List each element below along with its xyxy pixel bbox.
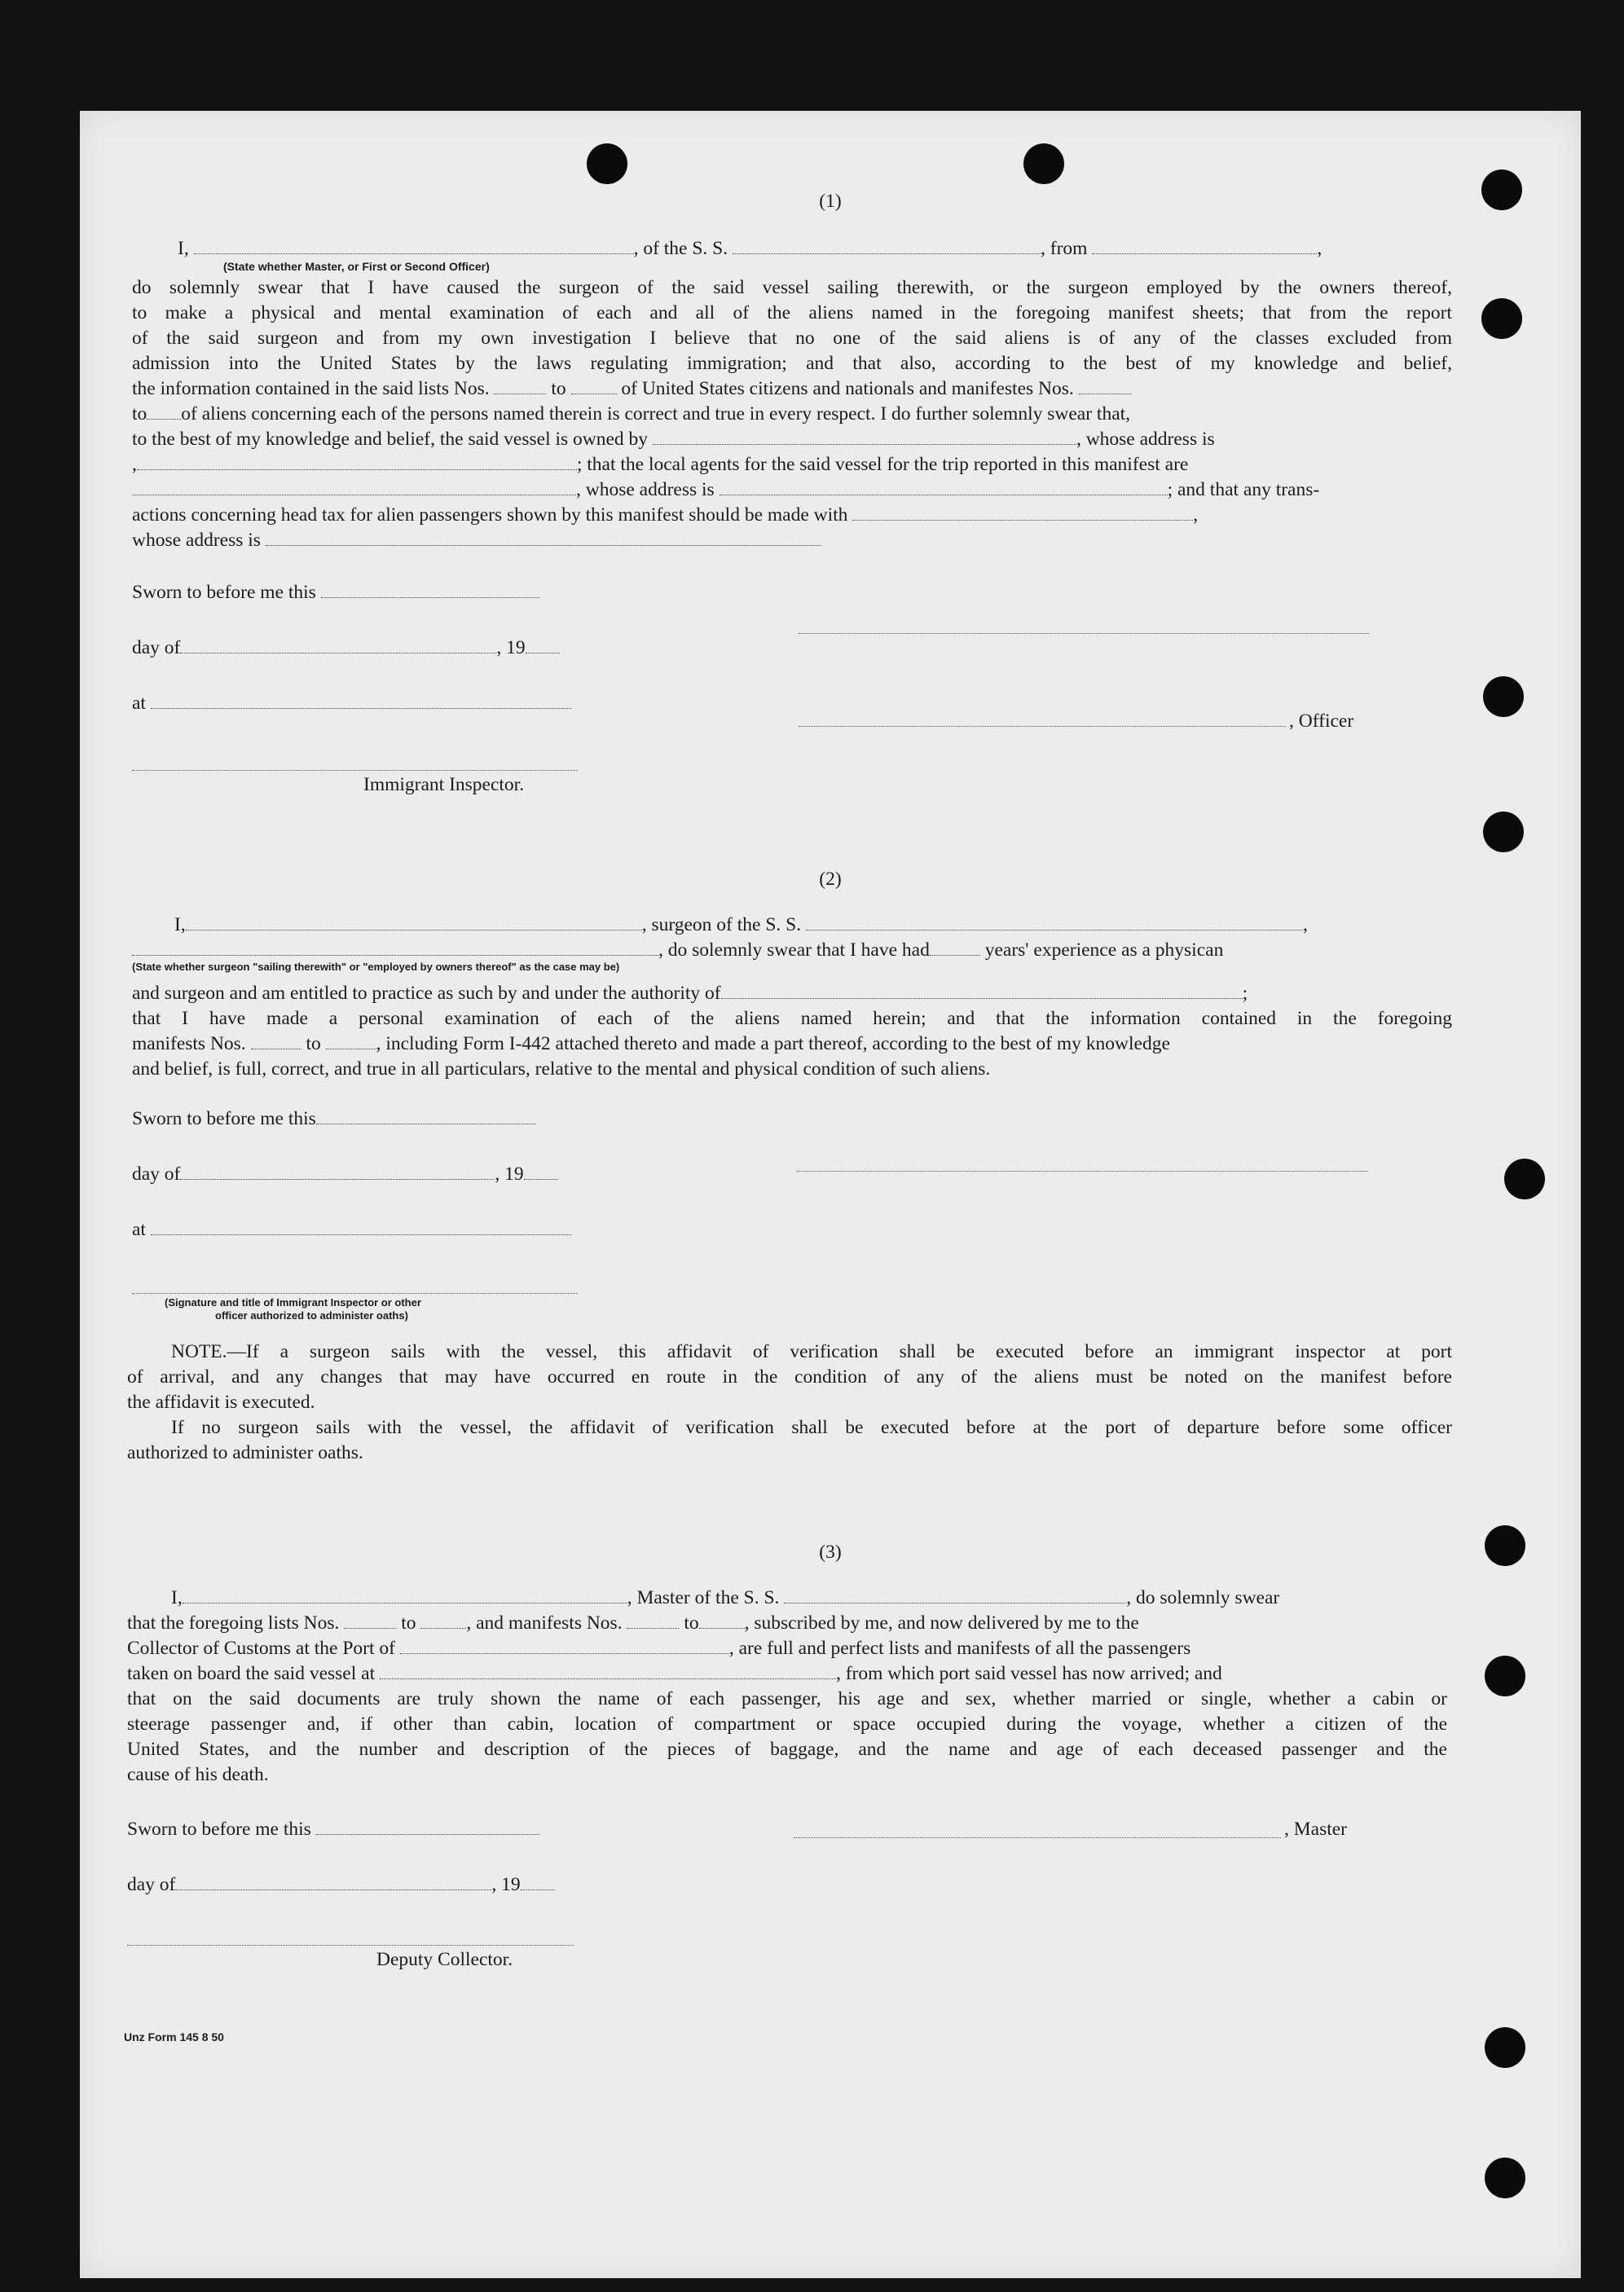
lists-label: the information contained in the said lists Nos. — [132, 378, 490, 399]
s3-line-1 — [171, 1586, 1279, 1611]
i-label-3: I, — [171, 1587, 183, 1608]
at-label: at — [132, 693, 146, 714]
manifest-to-field[interactable] — [326, 1034, 376, 1049]
month-field-2[interactable] — [180, 1164, 495, 1180]
head-tax-contact-field[interactable] — [852, 505, 1193, 521]
ship-label: , of the S. S. — [633, 238, 728, 259]
officer-name-line[interactable] — [799, 725, 1286, 727]
place-field-2[interactable] — [151, 1220, 571, 1235]
i-label-2: I, — [174, 914, 186, 935]
manifests-nos-label: manifests Nos. — [132, 1033, 246, 1054]
sworn-day-field-3[interactable] — [316, 1819, 539, 1835]
sworn-day-field-2[interactable] — [316, 1109, 536, 1124]
s1-line-6 — [132, 402, 1130, 427]
local-agents-label: ; that the local agents for the said vessel for the trip reported in this manifest are — [576, 454, 1189, 475]
officer-label: , Officer — [1289, 710, 1354, 732]
s2-line-1 — [174, 913, 1308, 938]
punch-hole-margin-4 — [1483, 812, 1524, 852]
s2-line-3 — [132, 981, 1248, 1006]
collector-port-label: Collector of Customs at the Port of — [127, 1638, 395, 1659]
surgeon-name-field[interactable] — [186, 915, 642, 930]
manifest-from-field[interactable] — [251, 1034, 301, 1049]
punch-hole-margin-3 — [1483, 676, 1524, 717]
deputy-collector-label: Deputy Collector. — [376, 1949, 513, 1970]
form-attached-text: , including Form I-442 attached thereto and made a part thereof, according to the best of my knowledge — [376, 1033, 1170, 1054]
ship-name-field[interactable] — [733, 239, 1041, 254]
form-number: Unz Form 145 8 50 — [124, 2030, 224, 2043]
manifests-from-field[interactable] — [627, 1613, 679, 1629]
owner-address-field[interactable] — [137, 455, 577, 470]
sworn-day-field[interactable] — [321, 583, 539, 598]
s1-line-5 — [132, 376, 1131, 402]
full-lists-text: , are full and perfect lists and manifests of all the passengers — [728, 1638, 1191, 1659]
to-label-5: to — [684, 1612, 699, 1634]
local-agents-field[interactable] — [132, 480, 576, 495]
and-manifests-label: , and manifests Nos. — [466, 1612, 623, 1634]
s1-line-3: of the said surgeon and from my own investigation I believe that no one of the said aliens is of any of the classes excluded from — [132, 328, 1452, 349]
to-label-4: to — [401, 1612, 416, 1634]
s3-line-6: steerage passenger and, if other than cabin, location of compartment or space occupied during the voyage, whether a citizen of the — [127, 1714, 1447, 1735]
authority-field[interactable] — [721, 983, 1243, 999]
master-name-field[interactable] — [183, 1588, 627, 1604]
s3-line-5: that on the said documents are truly shown the name of each passenger, his age and sex, whether married or single, whether a cabin or — [127, 1688, 1447, 1709]
line-end-comma: , — [1317, 238, 1323, 259]
at-label-2: at — [132, 1219, 146, 1240]
s3-line-8: cause of his death. — [127, 1764, 269, 1785]
agents-address-field[interactable] — [720, 480, 1168, 495]
s1-sworn — [132, 580, 539, 605]
sworn-label-3: Sworn to before me this — [127, 1819, 311, 1840]
year-field-2[interactable] — [524, 1164, 558, 1180]
sig-caption-2: officer authorized to administer oaths) — [215, 1309, 408, 1322]
note-line-5: authorized to administer oaths. — [127, 1442, 363, 1463]
surgeon-signature-line[interactable] — [797, 1170, 1367, 1172]
officer-name-field[interactable] — [194, 239, 634, 254]
year-label: , 19 — [496, 637, 526, 658]
s1-at — [132, 691, 571, 716]
s2-dayof — [132, 1162, 558, 1187]
to-label-2: to — [132, 403, 147, 425]
alien-manifest-to-field[interactable] — [147, 404, 181, 420]
departure-port-field[interactable] — [1092, 239, 1317, 254]
s3-line-7: United States, and the number and description of the pieces of baggage, and the name and age of each deceased passenger and the — [127, 1739, 1447, 1760]
s1-line-8 — [132, 452, 1188, 477]
dayof-label-2: day of — [132, 1164, 181, 1185]
year-label-3: , 19 — [491, 1874, 521, 1895]
officer-rank-hint: (State whether Master, or First or Second Officer) — [223, 260, 490, 273]
s2-line-5 — [132, 1032, 1170, 1057]
foregoing-lists-label: that the foregoing lists Nos. — [127, 1612, 340, 1634]
comma: , — [132, 454, 137, 475]
solemnly-swear-label: , do solemnly swear — [1126, 1587, 1280, 1608]
sworn-label: Sworn to before me this — [132, 582, 316, 603]
contact-address-label: whose address is — [132, 530, 261, 551]
from-label: , from — [1041, 238, 1088, 259]
manifests-label: of United States citizens and nationals and manifestes Nos. — [621, 378, 1074, 399]
s3-dayof — [127, 1872, 555, 1898]
i-label: I, — [178, 238, 189, 259]
month-field-3[interactable] — [175, 1875, 491, 1890]
owner-address-label: , whose address is — [1076, 429, 1215, 450]
punch-hole-top-right — [1023, 143, 1064, 184]
to-label: to — [551, 378, 566, 399]
punch-hole-margin-7 — [1485, 1656, 1525, 1696]
section-3-heading: (3) — [819, 1542, 842, 1563]
alien-manifest-from-field[interactable] — [1079, 379, 1131, 394]
s1-line-9 — [132, 477, 1319, 503]
s3-sworn — [127, 1817, 539, 1842]
surgeon-status-hint: (State whether surgeon "sailing therewith" or "employed by owners thereof" as the case may be) — [132, 961, 620, 973]
dayof-label-3: day of — [127, 1874, 176, 1895]
oath-officer-signature-line[interactable] — [132, 1292, 577, 1294]
agents-address-label: , whose address is — [576, 479, 715, 500]
contact-address-field[interactable] — [266, 530, 821, 546]
punch-hole-margin-9 — [1485, 2158, 1525, 2198]
citizen-list-from-field[interactable] — [494, 379, 546, 394]
subscribed-text: , subscribed by me, and now delivered by me to the — [744, 1612, 1139, 1634]
owned-by-label: to the best of my knowledge and belief, the said vessel is owned by — [132, 429, 649, 450]
owner-name-field[interactable] — [653, 429, 1076, 445]
s3-line-3 — [127, 1636, 1190, 1661]
semicolon: ; — [1242, 983, 1248, 1004]
note-line-2: of arrival, and any changes that may have occurred en route in the condition of any of the aliens must be noted on the manifest before — [127, 1366, 1452, 1388]
s1-line-7 — [132, 427, 1215, 452]
s1-line-1: do solemnly swear that I have caused the surgeon of the said vessel sailing therewith, or the surgeon employed by the owners thereof, — [132, 277, 1452, 298]
place-field[interactable] — [151, 693, 571, 709]
month-field[interactable] — [180, 638, 496, 653]
inspector-signature-line[interactable] — [132, 769, 577, 771]
section-1-heading: (1) — [819, 191, 842, 212]
s3-line-4 — [127, 1661, 1222, 1687]
immigrant-inspector-label: Immigrant Inspector. — [363, 774, 525, 795]
note-line-4: If no surgeon sails with the vessel, the affidavit of verification shall be executed before at the port of departure before some officer — [171, 1417, 1452, 1438]
dayof-label: day of — [132, 637, 181, 658]
master-ship-field[interactable] — [784, 1588, 1126, 1604]
citizen-list-to-field[interactable] — [571, 379, 617, 394]
comma-2: , — [1193, 504, 1199, 526]
years-field[interactable] — [930, 940, 980, 956]
s1-dayof — [132, 636, 560, 661]
s1-line-2: to make a physical and mental examination of each and all of the aliens named in the foregoing manifest sheets; that from the report — [132, 302, 1452, 323]
master-label: , Master — [1284, 1819, 1348, 1840]
document-sheet — [80, 111, 1581, 2278]
surgeon-ship-field[interactable] — [806, 915, 1303, 930]
surgeon-ship-label: , surgeon of the S. S. — [641, 914, 802, 935]
note-line-1: NOTE.—If a surgeon sails with the vessel, this affidavit of verification shall be executed before an immigrant inspector at port — [171, 1341, 1452, 1362]
year-field-3[interactable] — [521, 1875, 555, 1890]
s3-line-2 — [127, 1611, 1139, 1636]
s2-line-4: that I have made a personal examination of each of the aliens named herein; and that the information contained in the foregoing — [132, 1008, 1452, 1029]
s2-at — [132, 1217, 571, 1243]
s1-line-4: admission into the United States by the laws regulating immigration; and that also, according to the best of my knowledge and belief, — [132, 353, 1452, 374]
collector-port-field[interactable] — [400, 1639, 729, 1654]
aliens-correct-text: of aliens concerning each of the persons named therein is correct and true in every respect. I do further solemnly swear that, — [181, 403, 1131, 425]
sworn-label-2: Sworn to before me this — [132, 1108, 316, 1129]
year-label-2: , 19 — [495, 1164, 524, 1185]
manifests-to-field[interactable] — [699, 1613, 745, 1629]
arrived-text: , from which port said vessel has now arrived; and — [835, 1663, 1222, 1684]
authority-label: and surgeon and am entitled to practice as such by and under the authority of — [132, 983, 721, 1004]
to-label-3: to — [306, 1033, 321, 1054]
embark-port-field[interactable] — [380, 1664, 836, 1679]
s2-line-6: and belief, is full, correct, and true in all particulars, relative to the mental and physical condition of such aliens. — [132, 1058, 991, 1080]
section-1-declarant-line — [178, 236, 1322, 262]
physician-label: years' experience as a physican — [984, 939, 1224, 961]
s1-line-10 — [132, 503, 1198, 528]
year-field[interactable] — [526, 638, 560, 653]
sig-caption-1: (Signature and title of Immigrant Inspector or other — [165, 1296, 421, 1309]
deputy-signature-line[interactable] — [127, 1944, 574, 1946]
s1-line-11 — [132, 528, 821, 553]
officer-signature-line[interactable] — [799, 632, 1369, 634]
master-signature-line[interactable] — [794, 1837, 1281, 1838]
transactions-label: ; and that any trans- — [1167, 479, 1320, 500]
s2-sworn — [132, 1106, 536, 1132]
experience-label: , do solemnly swear that I have had — [658, 939, 930, 961]
punch-hole-margin-8 — [1485, 2027, 1525, 2068]
surgeon-status-field[interactable] — [132, 940, 658, 956]
comma-3: , — [1302, 914, 1308, 935]
head-tax-label: actions concerning head tax for alien passengers shown by this manifest should be made with — [132, 504, 848, 526]
punch-hole-margin-5 — [1504, 1159, 1545, 1199]
taken-on-board-label: taken on board the said vessel at — [127, 1663, 376, 1684]
master-ship-label: , Master of the S. S. — [627, 1587, 780, 1608]
lists-from-field[interactable] — [344, 1613, 396, 1629]
note-line-3: the affidavit is executed. — [127, 1392, 315, 1413]
lists-to-field[interactable] — [420, 1613, 466, 1629]
punch-hole-top-left — [587, 143, 627, 184]
punch-hole-margin-2 — [1481, 298, 1522, 339]
section-2-heading: (2) — [819, 869, 842, 890]
